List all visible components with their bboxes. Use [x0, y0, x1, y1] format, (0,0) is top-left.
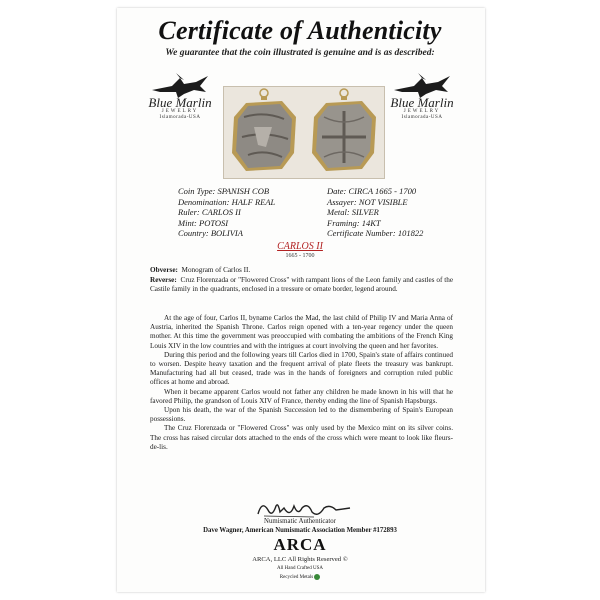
spec-date: Date: CIRCA 1665 - 1700	[327, 186, 417, 196]
logo-brand-right: Blue Marlin	[390, 95, 454, 110]
arca-hand-crafted: All Hand Crafted USA	[277, 566, 323, 571]
spec-coin-type: Coin Type: SPANISH COB	[178, 186, 270, 196]
coin-pendant-image	[224, 87, 384, 178]
obverse-label: Obverse:	[150, 266, 178, 274]
coin-photo	[223, 86, 385, 179]
logo-sub-left: JEWELRY	[161, 109, 199, 114]
spec-assayer: Assayer: NOT VISIBLE	[327, 196, 408, 207]
blue-marlin-logo-right	[372, 72, 472, 121]
ruler-years: 1665 - 1700	[285, 253, 315, 259]
logo-location-right: Islamorada-USA	[401, 115, 443, 120]
ruler-heading: CARLOS II	[277, 241, 323, 252]
logo-sub-right: JEWELRY	[403, 109, 441, 114]
arca-recycled	[0, 574, 600, 580]
history-paragraph: Upon his death, the war of the Spanish Succession led to the dismembering of Spain's European possessions.	[150, 406, 453, 424]
blue-marlin-logo-left	[130, 72, 230, 121]
authenticator-title: Numismatic Authenticator	[264, 518, 336, 525]
spec-denomination: Denomination: HALF REAL	[178, 196, 276, 207]
specs-right	[327, 186, 423, 239]
arca-rights: ARCA, LLC All Rights Reserved ©	[252, 556, 348, 563]
reverse-description	[150, 276, 453, 294]
history-paragraph: During this period and the following years till Carlos died in 1700, Spain's state of affairs continued to worsen. Despite heavy taxation and the frequent arrival of plate fleets the treasury was bankrupt. Manufacturing had all but ceased, trade was in the hands of foreigners and corruption ruled public offices at home and abroad.	[150, 350, 453, 387]
specs-left	[178, 186, 275, 239]
obverse-text: Monogram of Carlos II.	[181, 266, 251, 274]
certificate-title: Certificate of Authenticity	[158, 16, 442, 45]
history-paragraph: The Cruz Florenzada or "Flowered Cross" was only used by the Mexico mint on its silver coins. The cross has raised circular dots attached to the ends of the cross which were meant to look like fleurs-de-lis.	[150, 424, 453, 451]
recycle-icon	[314, 574, 320, 580]
certificate-subtitle: We guarantee that the coin illustrated is genuine and is as described:	[165, 48, 435, 58]
spec-certificate-number: Certificate Number: 101822	[327, 228, 424, 239]
spec-country: Country: BOLIVIA	[178, 228, 243, 239]
reverse-text: Cruz Florenzada or "Flowered Cross" with rampant lions of the Leon family and castles of the Castile family in the quadrants, enclosed in a tressure or ornate border, legend around.	[150, 276, 454, 294]
logo-brand-left: Blue Marlin	[148, 95, 212, 110]
spec-framing: Framing: 14KT	[327, 217, 381, 228]
arca-recycled-label: Recycled Metals	[279, 575, 314, 581]
logo-location-left: Islamorada-USA	[159, 115, 201, 120]
authenticator-name: Dave Wagner, American Numismatic Association Member #172893	[203, 527, 397, 534]
reverse-label: Reverse:	[150, 276, 177, 284]
spec-metal: Metal: SILVER	[327, 207, 379, 218]
spec-mint: Mint: POTOSI	[178, 217, 229, 228]
spec-ruler: Ruler: CARLOS II	[178, 207, 241, 218]
obverse-description	[150, 266, 453, 275]
history-paragraph: When it became apparent Carlos would not father any children he made known in his will that he favored Philip, the grandson of Louis XIV of France, thereby ending the line of Spanish Hapsburgs.	[150, 387, 453, 405]
history-paragraph: At the age of four, Carlos II, byname Carlos the Mad, the last child of Philip IV and Maria Anna of Austria, inherited the Spanish Throne. Carlos reign opened with a ten-year regency under the queen mother. At this time the government was preoccupied with combating the ambitions of the French King Louis XIV in the low countries and with the intrigues at court involving the queen and her favorites.	[150, 314, 453, 350]
arca-logo: ARCA	[273, 535, 327, 554]
history-text	[150, 314, 453, 452]
